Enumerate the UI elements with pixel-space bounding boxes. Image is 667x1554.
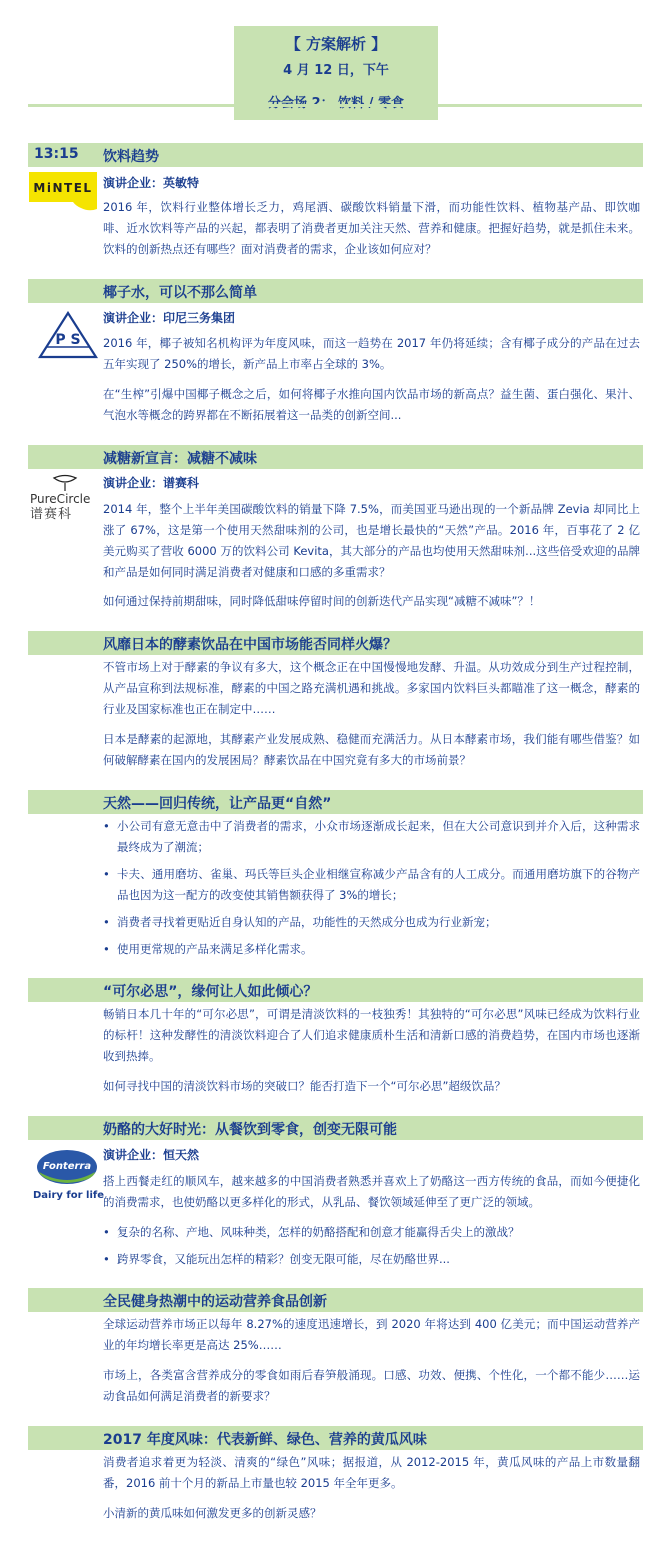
section-bar xyxy=(28,1426,643,1450)
section-bar xyxy=(28,445,643,469)
bullet-item: • 消费者寻找着更贴近自身认知的产品，功能性的天然成分也成为行业新宠； xyxy=(103,912,640,933)
bullet-list xyxy=(103,1222,640,1276)
section-paragraph: 日本是酵素的起源地，其酵素产业发展成熟、稳健而充满活力。从日本酵素市场，我们能有哪些借鉴？如何破解酵素在国内的发展困局？酵素饮品在中国究竟有多大的市场前景？ xyxy=(103,732,640,767)
header-title: 【 方案解析 】 xyxy=(285,35,387,53)
section-title: 风靡日本的酵素饮品在中国市场能否同样火爆？ xyxy=(103,637,397,653)
svg-text:P S: P S xyxy=(55,332,81,348)
section-title: 2017 年度风味：代表新鲜、绿色、营养的黄瓜风味 xyxy=(103,1432,427,1448)
bullet-item: • 使用更常规的产品来满足多样化需求。 xyxy=(103,939,640,960)
speaker-company: 演讲企业：谱赛科 xyxy=(103,476,200,490)
section-paragraph: 消费者追求着更为轻淡、清爽的“绿色”风味；据报道，从 2012-2015 年，黄瓜风味的产品上市数量翻番，2016 前十个月的新品上市量也较 2015 年全年更多。 xyxy=(103,1455,640,1490)
header-date: 4 月 12 日，下午 xyxy=(283,63,389,78)
svg-text:MiNTEL: MiNTEL xyxy=(33,181,93,195)
section-title: 减糖新宣言：减糖不减味 xyxy=(103,451,257,467)
section-paragraph: 2016 年，饮料行业整体增长乏力，鸡尾酒、碳酸饮料销量下滑，而功能性饮料、植物基产品、即饮咖啡、近水饮料等产品的兴起，都表明了消费者更加关注天然、营养和健康。把握好趋势，就是抓住未来。饮料的创新热点还有哪些？面对消费者的需求，企业该如何应对？ xyxy=(103,200,640,256)
section-paragraph: 2016 年，椰子被知名机构评为年度风味，而这一趋势在 2017 年仍将延续；含有椰子成分的产品在过去五年实现了 250%的增长，新产品上市率占全球的 3%。 xyxy=(103,336,640,371)
section-bar xyxy=(28,279,643,303)
section-title: 奶酪的大好时光：从餐饮到零食，创变无限可能 xyxy=(103,1122,397,1138)
section-bar xyxy=(28,143,643,167)
section-paragraph: 如何寻找中国的清淡饮料市场的突破口？能否打造下一个“可尔必思”超级饮品？ xyxy=(103,1079,506,1093)
bullet-item: • 跨界零食，又能玩出怎样的精彩？创变无限可能，尽在奶酪世界... xyxy=(103,1249,640,1270)
fonterra-logo xyxy=(33,1148,105,1204)
section-paragraph: 如何通过保持前期甜味，同时降低甜味停留时间的创新迭代产品实现“减糖不减味”？！ xyxy=(103,594,541,608)
section-title: “可尔必思”，缘何让人如此倾心？ xyxy=(103,984,318,1000)
section-title: 全民健身热潮中的运动营养食品创新 xyxy=(103,1294,327,1310)
header-divider xyxy=(28,104,642,107)
section-bar xyxy=(28,1288,643,1312)
fonterra-tagline: Dairy for life xyxy=(33,1190,105,1201)
session-time: 13:15 xyxy=(34,146,79,162)
header-session xyxy=(234,92,438,111)
speaker-company: 演讲企业：英敏特 xyxy=(103,176,200,190)
purecircle-logo xyxy=(30,474,100,534)
section-paragraph: 不管市场上对于酵素的争议有多大，这个概念正在中国慢慢地发酵、升温。从功效成分到生产过程控制，从产品宣称到法规标准，酵素的中国之路充满机遇和挑战。多家国内饮料巨头都瞄准了这一概念，酵素的行业及国家标准也正在制定中…… xyxy=(103,660,640,716)
purecircle-wordmark: PureCircle xyxy=(30,492,91,506)
section-title: 椰子水，可以不那么简单 xyxy=(103,285,257,301)
section-bar xyxy=(28,631,643,655)
section-paragraph: 2014 年，整个上半年美国碳酸饮料的销量下降 7.5%，而美国亚马逊出现的一个新品牌 Zevia 却同比上涨了 67%，这是第一个使用天然甜味剂的公司，也是增长最快的“天然”产品。2016 年，百事花了 2 亿美元购买了营收 6000 万的饮料公司 Kevita，其大部分的产品也均使用天然甜味剂...这些倍受欢迎的品牌和产品是如何同时满足消费者对健康和口感的多重需求？ xyxy=(103,502,640,579)
bullet-item: • 复杂的名称、产地、风味种类，怎样的奶酪搭配和创意才能赢得舌尖上的激战？ xyxy=(103,1222,640,1243)
section-title: 天然——回归传统，让产品更“自然” xyxy=(103,796,332,812)
bullet-list xyxy=(103,816,640,966)
section-paragraph: 在“生榨”引爆中国椰子概念之后，如何将椰子水推向国内饮品市场的新高点？益生菌、蛋白强化、果汁、气泡水等概念的跨界都在不断拓展着这一品类的创新空间... xyxy=(103,387,640,422)
fonterra-wordmark: Fonterra xyxy=(42,1161,92,1172)
section-paragraph: 全球运动营养市场正以每年 8.27%的速度迅速增长，到 2020 年将达到 400 亿美元；而中国运动营养产业的年均增长率更是高达 25%…… xyxy=(103,1317,640,1352)
bullet-item: • 卡夫、通用磨坊、雀巢、玛氏等巨头企业相继宣称减少产品含有的人工成分。而通用磨坊旗下的谷物产品也因为这一配方的改变使其销售额获得了 3%的增长； xyxy=(103,864,640,906)
speaker-company: 演讲企业：印尼三务集团 xyxy=(103,311,236,325)
bullet-item: • 小公司有意无意击中了消费者的需求，小众市场逐渐成长起来，但在大公司意识到并介入后，这种需求最终成为了潮流； xyxy=(103,816,640,858)
section-paragraph: 畅销日本几十年的“可尔必思”，可谓是清淡饮料的一枝独秀！其独特的“可尔必思”风味已经成为饮料行业的标杆！这种发酵性的清淡饮料迎合了人们追求健康质朴生活和清新口感的消费趋势，在国内市场也逐渐收到热捧。 xyxy=(103,1007,640,1063)
section-paragraph: 市场上，各类富含营养成分的零食如雨后春笋般涌现。口感、功效、便携、个性化，一个都不能少……运动食品如何满足消费者的新要求？ xyxy=(103,1368,640,1403)
section-bar xyxy=(28,790,643,814)
mintel-logo xyxy=(29,172,97,212)
section-bar xyxy=(28,978,643,1002)
ps-logo xyxy=(38,311,98,359)
section-bar xyxy=(28,1116,643,1140)
section-title: 饮料趋势 xyxy=(103,149,159,165)
speaker-company: 演讲企业：恒天然 xyxy=(103,1148,200,1162)
section-paragraph: 搭上西餐走红的顺风车，越来越多的中国消费者熟悉并喜欢上了奶酪这一西方传统的食品，而如今便捷化的消费需求，也使奶酪以更多样化的形式，从乳品、餐饮领域延伸至了更广泛的领域。 xyxy=(103,1174,640,1209)
section-paragraph: 小清新的黄瓜味如何激发更多的创新灵感？ xyxy=(103,1506,322,1520)
purecircle-chinese-name: 谱赛科 xyxy=(30,507,73,522)
